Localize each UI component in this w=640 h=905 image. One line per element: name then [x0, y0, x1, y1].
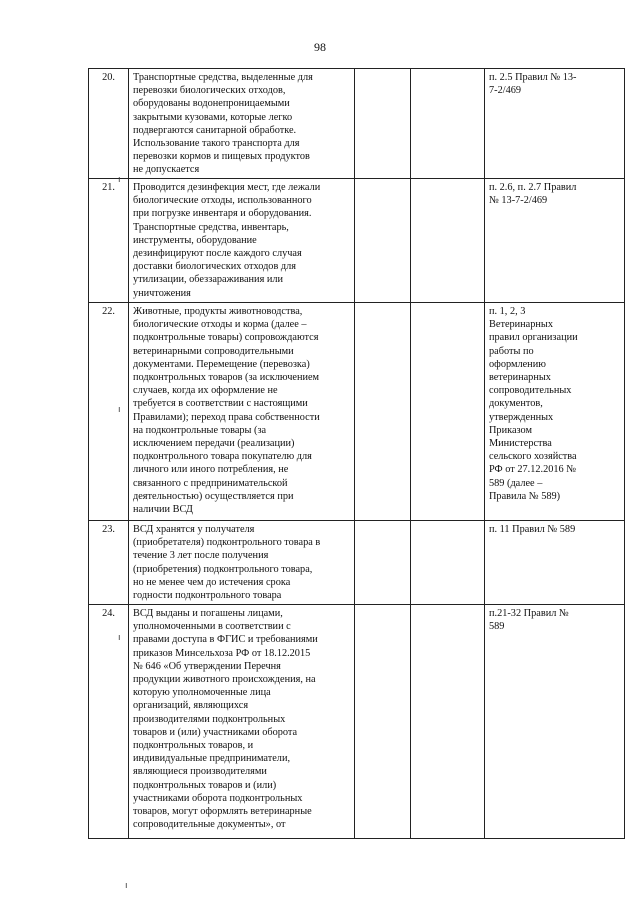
text-line: закрытыми кузовами, которые легко: [133, 111, 293, 123]
reference-text: [485, 605, 625, 839]
text-line: подконтрольных товаров и (или): [133, 779, 277, 791]
text-line: исключением передачи (реализации): [133, 438, 295, 450]
text-line: утилизации, обеззараживания или: [133, 274, 284, 286]
requirement-text: [129, 303, 355, 521]
text-line: п.21-32 Правил №: [489, 608, 569, 619]
table-row: [89, 605, 625, 839]
text-line: организаций, являющихся: [133, 700, 249, 712]
page-number: 98: [314, 40, 326, 54]
text-line: участниками оборота подконтрольных: [133, 792, 303, 804]
text-line: Транспортные средства, выделенные для: [133, 72, 313, 83]
text-line: подконтрольных товаров (за исключением: [133, 372, 320, 384]
reference-text: [485, 521, 625, 605]
answer-cell: [411, 69, 485, 179]
text-line: подконтрольных товаров, и: [133, 740, 254, 752]
text-line: наличии ВСД: [133, 504, 193, 516]
text-line: случаев, когда их оформление не: [133, 385, 278, 397]
text-line: п. 2.5 Правил № 13-: [489, 72, 577, 83]
text-line: годности подконтрольного товара: [133, 590, 282, 602]
row-number: 22.: [89, 303, 129, 521]
text-line: Использование такого транспорта для: [133, 138, 300, 150]
text-line: доставки биологических отходов для: [133, 261, 297, 273]
text-line: уполномоченными в соответствии с: [133, 621, 291, 633]
text-line: п. 2.6, п. 2.7 Правил: [489, 182, 577, 193]
table-row: [89, 179, 625, 303]
answer-cell: [355, 69, 411, 179]
text-line: работы по: [489, 345, 534, 357]
text-line: п. 1, 2, 3: [489, 306, 526, 317]
text-line: перевозки кормов и пищевых продуктов: [133, 151, 310, 163]
text-line: на подконтрольные товары (за: [133, 424, 267, 436]
scan-mark: ı: [118, 174, 121, 184]
text-line: личного или иного потребления, не: [133, 464, 289, 476]
text-line: Транспортные средства, инвентарь,: [133, 221, 289, 233]
text-line: ВСД выданы и погашены лицами,: [133, 608, 283, 619]
text-line: РФ от 27.12.2016 №: [489, 464, 577, 476]
text-line: правами доступа в ФГИС и требованиями: [133, 634, 318, 646]
text-line: подвергаются санитарной обработке.: [133, 124, 297, 136]
text-line: связанного с предпринимательской: [133, 477, 288, 489]
text-line: которую уполномоченные лица: [133, 687, 271, 699]
answer-cell: [355, 521, 411, 605]
requirement-text: [129, 179, 355, 303]
text-line: инструменты, оборудование: [133, 234, 257, 246]
requirements-table: [88, 68, 625, 839]
text-line: ВСД хранятся у получателя: [133, 524, 255, 535]
text-line: биологические отходы и корма (далее –: [133, 319, 307, 331]
text-line: Приказом: [489, 424, 532, 436]
table-row: [89, 69, 625, 179]
answer-cell: [411, 521, 485, 605]
text-line: продукции животного происхождения, на: [133, 674, 316, 686]
text-line: ветеринарных: [489, 372, 551, 384]
text-line: сельского хозяйства: [489, 451, 577, 463]
scan-mark: ı: [118, 404, 121, 414]
table-row: [89, 521, 625, 605]
answer-cell: [411, 179, 485, 303]
text-line: уничтожения: [133, 287, 191, 299]
answer-cell: [355, 605, 411, 839]
text-line: дезинфицируют после каждого случая: [133, 248, 302, 260]
text-line: 589 (далее –: [489, 477, 543, 489]
text-line: подконтрольные товары) сопровождаются: [133, 332, 319, 344]
text-line: деятельностью) осуществляется при: [133, 490, 294, 502]
text-line: сопроводительных: [489, 385, 572, 397]
text-line: индивидуальные предприниматели,: [133, 753, 291, 765]
text-line: Министерства: [489, 438, 552, 450]
text-line: 589: [489, 621, 505, 633]
text-line: оформлению: [489, 358, 546, 370]
text-line: № 646 «Об утверждении Перечня: [133, 660, 281, 672]
text-line: (приобретателя) подконтрольного товара в: [133, 537, 321, 549]
text-line: п. 11 Правил № 589: [489, 524, 576, 535]
reference-text: [485, 69, 625, 179]
row-number: 20.: [89, 69, 129, 179]
table-row: [89, 303, 625, 521]
text-line: товаров и (или) участниками оборота: [133, 726, 298, 738]
text-line: подконтрольного товара покупателю для: [133, 451, 312, 463]
text-line: приказов Минсельхоза РФ от 18.12.2015: [133, 647, 311, 659]
text-line: перевозки биологических отходов,: [133, 85, 286, 97]
reference-text: [485, 303, 625, 521]
text-line: 7-2/469: [489, 85, 522, 97]
reference-text: [485, 179, 625, 303]
requirement-text: [129, 521, 355, 605]
text-line: при погрузке инвентаря и оборудования.: [133, 208, 312, 220]
text-line: ветеринарными сопроводительными: [133, 345, 294, 357]
answer-cell: [411, 605, 485, 839]
requirement-text: [129, 605, 355, 839]
text-line: Проводится дезинфекция мест, где лежали: [133, 182, 321, 193]
text-line: № 13-7-2/469: [489, 195, 548, 207]
scan-mark: ı: [125, 880, 128, 890]
scan-mark: ı: [118, 632, 121, 642]
text-line: Ветеринарных: [489, 319, 553, 331]
answer-cell: [355, 179, 411, 303]
text-line: сопроводительные документы», от: [133, 819, 286, 831]
row-number: 23.: [89, 521, 129, 605]
requirement-text: [129, 69, 355, 179]
text-line: правил организации: [489, 332, 578, 344]
text-line: производителями подконтрольных: [133, 713, 286, 725]
text-line: не допускается: [133, 164, 200, 176]
answer-cell: [411, 303, 485, 521]
text-line: являющиеся производителями: [133, 766, 267, 778]
row-number: 24.: [89, 605, 129, 839]
text-line: Правила № 589): [489, 490, 561, 502]
text-line: но не менее чем до истечения срока: [133, 576, 291, 588]
answer-cell: [355, 303, 411, 521]
text-line: документами. Перемещение (перевозка): [133, 358, 310, 370]
text-line: (приобретения) подконтрольного товара,: [133, 563, 313, 575]
text-line: утвержденных: [489, 411, 554, 423]
text-line: Правилами); переход права собственности: [133, 411, 320, 423]
row-number: 21.: [89, 179, 129, 303]
table-body: [89, 69, 625, 839]
text-line: требуется в соответствии с настоящими: [133, 398, 308, 410]
text-line: Животные, продукты животноводства,: [133, 306, 303, 317]
text-line: биологические отходы, использованного: [133, 195, 312, 207]
text-line: документов,: [489, 398, 543, 410]
text-line: течение 3 лет после получения: [133, 550, 269, 562]
text-line: оборудованы водонепроницаемыми: [133, 98, 290, 110]
text-line: товаров, могут оформлять ветеринарные: [133, 806, 312, 818]
